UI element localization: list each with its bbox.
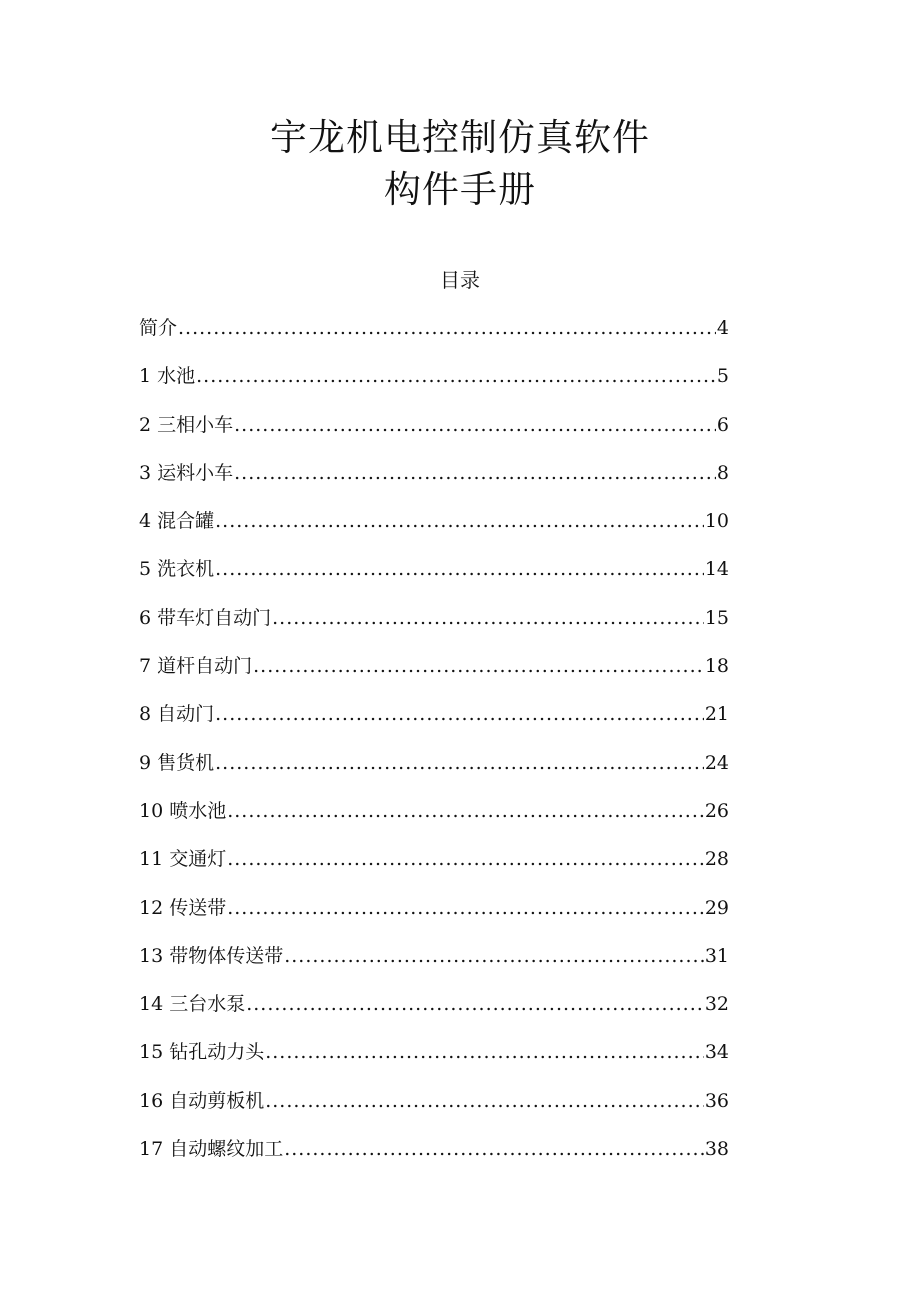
toc-entry-page-number: 34 — [704, 1041, 729, 1064]
toc-entry-label: 2 三相小车 — [139, 413, 234, 436]
toc-entry-label: 16 自动剪板机 — [139, 1089, 265, 1112]
toc-dot-leader — [196, 362, 716, 390]
toc-entry-label: 3 运料小车 — [139, 461, 234, 484]
toc-entry-label: 17 自动螺纹加工 — [139, 1138, 284, 1161]
toc-entry[interactable] — [139, 314, 729, 362]
toc-entry-page-number: 6 — [716, 413, 729, 436]
toc-entry-label: 12 传送带 — [139, 896, 227, 919]
document-title — [0, 112, 920, 216]
toc-entry-page-number: 4 — [716, 317, 729, 339]
toc-entry-page-number: 21 — [704, 703, 729, 726]
toc-entry[interactable] — [139, 797, 729, 845]
toc-entry[interactable] — [139, 894, 729, 942]
toc-dot-leader — [215, 555, 704, 583]
toc-dot-leader — [215, 700, 704, 728]
toc-dot-leader — [246, 990, 704, 1018]
toc-entry-label: 1 水池 — [139, 365, 196, 388]
toc-entry-page-number: 38 — [704, 1138, 729, 1161]
toc-entry[interactable] — [139, 990, 729, 1038]
toc-entry[interactable] — [139, 1087, 729, 1135]
toc-dot-leader — [234, 411, 716, 439]
toc-entry[interactable] — [139, 652, 729, 700]
toc-entry[interactable] — [139, 604, 729, 652]
toc-entry-page-number: 5 — [716, 365, 729, 388]
toc-entry[interactable] — [139, 555, 729, 603]
toc-entry-page-number: 28 — [704, 848, 729, 871]
toc-entry-page-number: 36 — [704, 1089, 729, 1112]
toc-entry-page-number: 8 — [716, 461, 729, 484]
toc-entry-page-number: 14 — [704, 558, 729, 581]
toc-entry-page-number: 10 — [704, 510, 729, 533]
toc-entry-label: 7 道杆自动门 — [139, 655, 253, 678]
toc-entry[interactable] — [139, 459, 729, 507]
title-line-2: 构件手册 — [384, 168, 536, 211]
toc-entry-page-number: 18 — [704, 655, 729, 678]
toc-entry-label: 5 洗衣机 — [139, 558, 215, 581]
toc-entry-label: 14 三台水泵 — [139, 993, 246, 1016]
toc-entry-label: 10 喷水池 — [139, 799, 227, 822]
toc-entry-label: 15 钻孔动力头 — [139, 1041, 265, 1064]
toc-entry[interactable] — [139, 845, 729, 893]
toc-entry[interactable] — [139, 749, 729, 797]
toc-entry-page-number: 26 — [704, 799, 729, 822]
toc-entry[interactable] — [139, 362, 729, 410]
toc-dot-leader — [284, 1135, 704, 1163]
toc-entry[interactable] — [139, 411, 729, 459]
toc-entry[interactable] — [139, 700, 729, 748]
toc-entry-label: 简介 — [139, 317, 178, 339]
toc-entry[interactable] — [139, 1135, 729, 1183]
toc-dot-leader — [253, 652, 704, 680]
toc-dot-leader — [227, 894, 704, 922]
toc-entry-label: 13 带物体传送带 — [139, 944, 284, 967]
toc-entry[interactable] — [139, 1038, 729, 1086]
toc-entry-page-number: 32 — [704, 993, 729, 1016]
toc-heading: 目录 — [440, 268, 480, 292]
toc-dot-leader — [234, 459, 716, 487]
toc-dot-leader — [265, 1087, 704, 1115]
toc-entry-label: 6 带车灯自动门 — [139, 606, 272, 629]
toc-dot-leader — [215, 749, 704, 777]
toc-dot-leader — [265, 1038, 704, 1066]
toc-entry-page-number: 31 — [704, 944, 729, 967]
toc-dot-leader — [272, 604, 704, 632]
toc-dot-leader — [284, 942, 704, 970]
title-line-1: 宇龙机电控制仿真软件 — [270, 116, 650, 159]
toc-dot-leader — [178, 314, 716, 342]
toc-entry-label: 4 混合罐 — [139, 510, 215, 533]
toc-entry-page-number: 24 — [704, 751, 729, 774]
toc-entry[interactable] — [139, 942, 729, 990]
toc-entry-page-number: 29 — [704, 896, 729, 919]
toc-dot-leader — [227, 797, 704, 825]
toc-dot-leader — [227, 845, 704, 873]
toc-dot-leader — [215, 507, 704, 535]
toc-entry[interactable] — [139, 507, 729, 555]
toc-entry-label: 8 自动门 — [139, 703, 215, 726]
toc-entry-page-number: 15 — [704, 606, 729, 629]
toc-entry-label: 9 售货机 — [139, 751, 215, 774]
table-of-contents — [139, 314, 729, 1183]
toc-entry-label: 11 交通灯 — [139, 848, 227, 871]
